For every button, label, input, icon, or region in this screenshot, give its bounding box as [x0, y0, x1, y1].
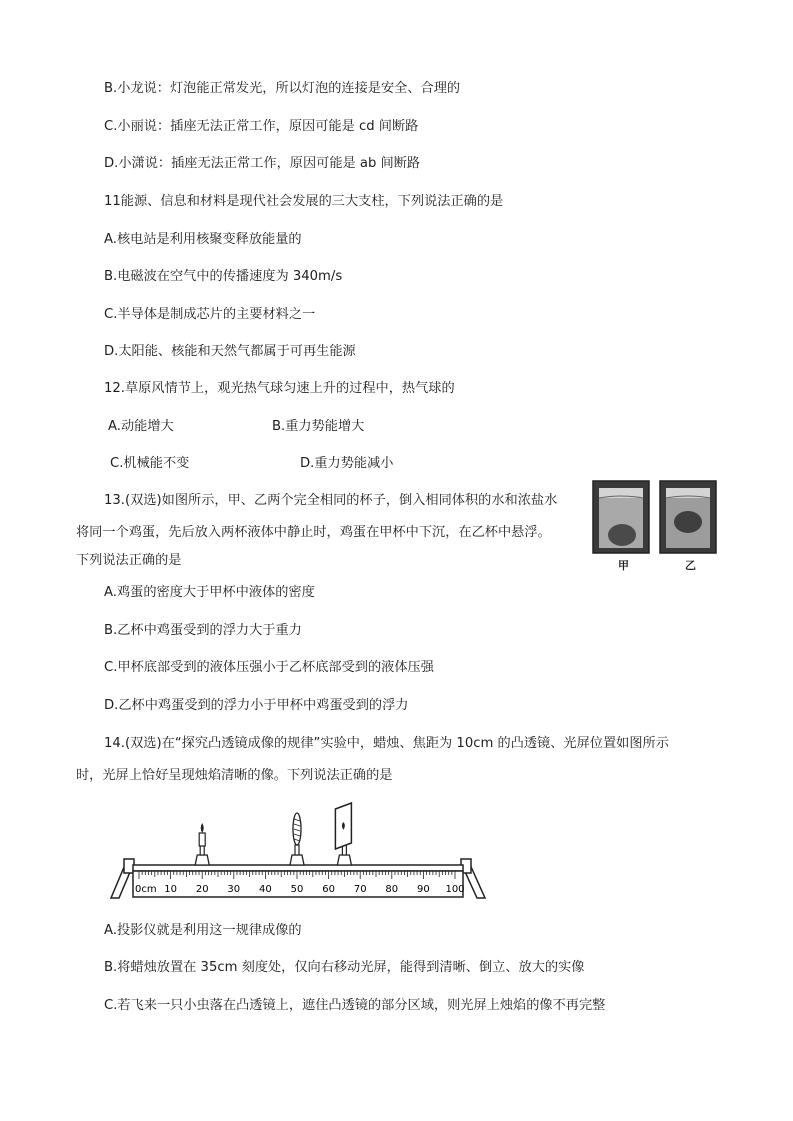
optical-bench-figure: [105, 795, 490, 905]
lens-holder-base: [290, 855, 304, 865]
egg-right: [674, 511, 702, 533]
option-c-q13: C.甲杯底部受到的液体压强小于乙杯底部受到的液体压强: [104, 660, 434, 675]
option-b-q12: B.重力势能增大: [272, 419, 365, 434]
candle-holder-base: [195, 855, 209, 865]
option-d-q10: D.小潇说：插座无法正常工作，原因可能是 ab 间断路: [104, 156, 421, 171]
question-13-line1: 13.(双选)如图所示，甲、乙两个完全相同的杯子，倒入相同体积的水和浓盐水: [104, 493, 558, 508]
scale-label-60: 60: [322, 884, 335, 895]
question-14-line1: 14.(双选)在“探究凸透镜成像的规律”实验中，蜡烛、焦距为 10cm 的凸透镜、光屏位置如图所示: [104, 736, 669, 751]
option-a-q13: A.鸡蛋的密度大于甲杯中液体的密度: [104, 585, 315, 600]
option-c-q10: C.小丽说：插座无法正常工作，原因可能是 cd 间断路: [104, 119, 419, 134]
lens-holder-post: [295, 845, 299, 855]
candle-flame: [201, 823, 204, 833]
scale-label-30: 30: [227, 884, 241, 895]
screen-holder-base: [337, 855, 351, 865]
option-b-q10: B.小龙说：灯泡能正常发光，所以灯泡的连接是安全、合理的: [104, 81, 461, 96]
option-d-q11: D.太阳能、核能和天然气都属于可再生能源: [104, 344, 356, 359]
question-11: 11能源、信息和材料是现代社会发展的三大支柱，下列说法正确的是: [104, 194, 504, 209]
cup-label-right: 乙: [685, 559, 696, 572]
question-14-line2: 时，光屏上恰好呈现烛焰清晰的像。下列说法正确的是: [76, 768, 393, 783]
scale-label-10: 10: [164, 884, 177, 895]
candle: [199, 833, 205, 846]
scale-label-70: 70: [353, 884, 367, 895]
option-a-q12: A.动能增大: [108, 419, 174, 434]
option-c-q12: C.机械能不变: [110, 456, 190, 471]
scale-label-50: 50: [290, 884, 304, 895]
option-b-q13: B.乙杯中鸡蛋受到的浮力大于重力: [104, 623, 302, 638]
question-13-line2: 将同一个鸡蛋，先后放入两杯液体中静止时，鸡蛋在甲杯中下沉，在乙杯中悬浮。: [76, 525, 551, 540]
question-12: 12.草原风情节上，观光热气球匀速上升的过程中，热气球的: [104, 381, 455, 396]
option-b-q11: B.电磁波在空气中的传播速度为 340m/s: [104, 269, 343, 284]
scale-label-100: 100: [445, 884, 465, 895]
cup-label-left: 甲: [618, 559, 629, 572]
option-d-q12: D.重力势能减小: [300, 456, 394, 471]
option-a-q14: A.投影仪就是利用这一规律成像的: [104, 923, 302, 938]
scale-label-20: 20: [195, 884, 209, 895]
option-c-q11: C.半导体是制成芯片的主要材料之一: [104, 307, 316, 322]
egg-left: [608, 524, 636, 546]
scale-label-40: 40: [259, 884, 272, 895]
option-c-q14: C.若飞来一只小虫落在凸透镜上，遮住凸透镜的部分区域，则光屏上烛焰的像不再完整: [104, 998, 606, 1013]
option-b-q14: B.将蜡烛放置在 35cm 刻度处，仅向右移动光屏，能得到清晰、倒立、放大的实像: [104, 960, 585, 975]
option-d-q13: D.乙杯中鸡蛋受到的浮力小于甲杯中鸡蛋受到的浮力: [104, 698, 409, 713]
cups-figure: [592, 480, 718, 554]
scale-label-0: 0cm: [135, 884, 157, 895]
scale-label-80: 80: [385, 884, 399, 895]
scale-label-90: 90: [417, 884, 430, 895]
question-13-line3: 下列说法正确的是: [76, 553, 182, 568]
option-a-q11: A.核电站是利用核聚变释放能量的: [104, 232, 302, 247]
